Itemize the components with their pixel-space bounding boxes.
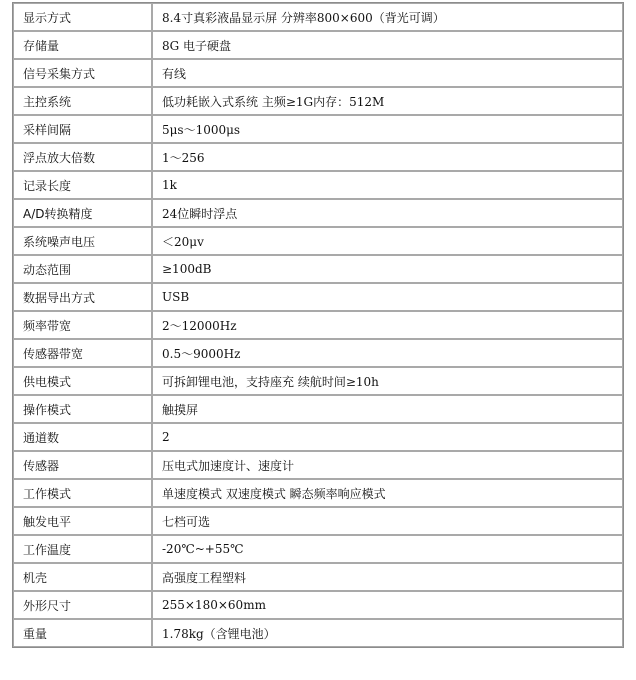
spec-label: 供电模式 <box>13 367 152 395</box>
spec-table <box>12 2 624 648</box>
spec-label: 采样间隔 <box>13 115 152 143</box>
spec-value: 低功耗嵌入式系统 主频≥1G内存：512M <box>152 87 623 115</box>
spec-value: 七档可选 <box>152 507 623 535</box>
spec-label: 数据导出方式 <box>13 283 152 311</box>
table-row <box>13 535 623 563</box>
table-row <box>13 507 623 535</box>
spec-value: 5μs～1000μs <box>152 115 623 143</box>
spec-value: 有线 <box>152 59 623 87</box>
table-row <box>13 199 623 227</box>
table-row <box>13 115 623 143</box>
spec-label: 外形尺寸 <box>13 591 152 619</box>
table-row <box>13 619 623 647</box>
spec-value: 单速度模式 双速度模式 瞬态频率响应模式 <box>152 479 623 507</box>
spec-label: 频率带宽 <box>13 311 152 339</box>
spec-value: 8G 电子硬盘 <box>152 31 623 59</box>
spec-label: 传感器带宽 <box>13 339 152 367</box>
spec-label: 主控系统 <box>13 87 152 115</box>
spec-label: 工作模式 <box>13 479 152 507</box>
table-row <box>13 367 623 395</box>
table-row <box>13 143 623 171</box>
spec-label: 机壳 <box>13 563 152 591</box>
spec-label: 通道数 <box>13 423 152 451</box>
spec-label: 记录长度 <box>13 171 152 199</box>
table-row <box>13 87 623 115</box>
table-row <box>13 311 623 339</box>
spec-label: 工作温度 <box>13 535 152 563</box>
spec-value: 可拆卸锂电池，支持座充 续航时间≥10h <box>152 367 623 395</box>
spec-label: 浮点放大倍数 <box>13 143 152 171</box>
table-row <box>13 591 623 619</box>
table-row <box>13 171 623 199</box>
spec-value: 2 <box>152 423 623 451</box>
spec-value: 2～12000Hz <box>152 311 623 339</box>
spec-label: 存储量 <box>13 31 152 59</box>
spec-label: A/D转换精度 <box>13 199 152 227</box>
table-row <box>13 59 623 87</box>
spec-value: 0.5～9000Hz <box>152 339 623 367</box>
table-row <box>13 395 623 423</box>
table-row <box>13 31 623 59</box>
table-row <box>13 227 623 255</box>
spec-label: 显示方式 <box>13 3 152 31</box>
table-row <box>13 479 623 507</box>
spec-value: USB <box>152 283 623 311</box>
spec-label: 重量 <box>13 619 152 647</box>
table-row <box>13 563 623 591</box>
spec-value: ≥100dB <box>152 255 623 283</box>
spec-value: 1～256 <box>152 143 623 171</box>
spec-value: 触摸屏 <box>152 395 623 423</box>
table-row <box>13 283 623 311</box>
spec-label: 操作模式 <box>13 395 152 423</box>
table-row <box>13 339 623 367</box>
spec-label: 动态范围 <box>13 255 152 283</box>
spec-value: -20℃~+55℃ <box>152 535 623 563</box>
spec-value: 8.4寸真彩液晶显示屏 分辨率800×600（背光可调） <box>152 3 623 31</box>
spec-label: 信号采集方式 <box>13 59 152 87</box>
spec-value: 高强度工程塑料 <box>152 563 623 591</box>
spec-value: ＜20μv <box>152 227 623 255</box>
table-row <box>13 3 623 31</box>
spec-value: 24位瞬时浮点 <box>152 199 623 227</box>
spec-value: 压电式加速度计、速度计 <box>152 451 623 479</box>
spec-value: 1k <box>152 171 623 199</box>
spec-value: 1.78kg（含锂电池） <box>152 619 623 647</box>
spec-label: 传感器 <box>13 451 152 479</box>
spec-label: 触发电平 <box>13 507 152 535</box>
spec-value: 255×180×60mm <box>152 591 623 619</box>
table-row <box>13 255 623 283</box>
table-row <box>13 451 623 479</box>
spec-label: 系统噪声电压 <box>13 227 152 255</box>
table-row <box>13 423 623 451</box>
